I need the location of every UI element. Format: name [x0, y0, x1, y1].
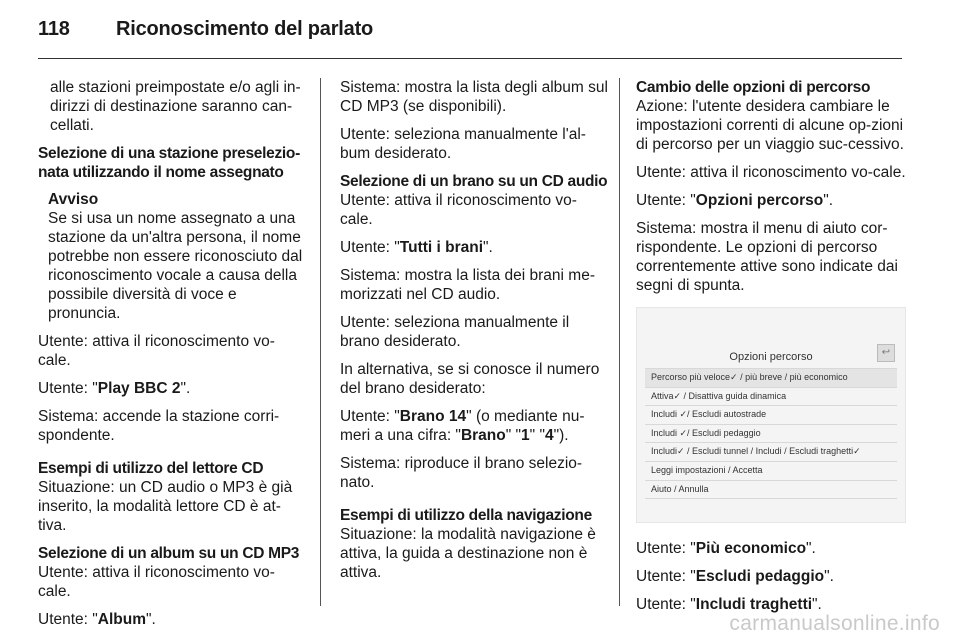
- screen-title: Opzioni percorso: [729, 351, 813, 363]
- note-box: [38, 190, 306, 323]
- paragraph: Utente: "Escludi pedaggio".: [636, 568, 834, 585]
- header-rule: [38, 58, 902, 59]
- section-heading: Esempi di utilizzo del lettore CD: [38, 460, 264, 477]
- paragraph: Sistema: accende la stazione corri-spondente.: [38, 408, 280, 444]
- paragraph: Utente: seleziona manualmente l'al-bum desiderato.: [340, 126, 586, 162]
- paragraph: Sistema: mostra la lista dei brani me-morizzati nel CD audio.: [340, 267, 595, 303]
- voice-command: Più economico: [695, 540, 807, 557]
- paragraph: Utente: attiva il riconoscimento vo-cale.: [38, 333, 275, 369]
- list-item: Includi✓ / Escludi tunnel / Includi / Escludi traghetti✓: [645, 442, 897, 461]
- column-divider-1: [320, 78, 321, 606]
- voice-command: Album: [97, 611, 147, 628]
- voice-command: Escludi pedaggio: [695, 568, 825, 585]
- back-icon: ↩: [877, 344, 895, 362]
- section-heading: Selezione di un album su un CD MP3: [38, 545, 300, 562]
- list-item: Leggi impostazioni / Accetta: [645, 461, 897, 480]
- paragraph: Utente: attiva il riconoscimento vo-cale.: [340, 192, 577, 228]
- paragraph: Utente: "Più economico".: [636, 540, 816, 557]
- note-title: Avviso: [48, 191, 99, 208]
- voice-command: Play BBC 2: [97, 380, 181, 397]
- paragraph: Utente: seleziona manualmente il brano desiderato.: [340, 314, 570, 350]
- paragraph: Sistema: mostra la lista degli album sul CD MP3 (se disponibili).: [340, 79, 608, 115]
- paragraph: Utente: "Brano 14" (o mediante nu-meri a una cifra: "Brano" "1" "4").: [340, 408, 585, 444]
- column-1: [38, 78, 306, 638]
- column-3: [636, 78, 906, 623]
- section-heading: Esempi di utilizzo della navigazione: [340, 507, 592, 524]
- list-item: Attiva✓ / Disattiva guida dinamica: [645, 387, 897, 406]
- list-item: Aiuto / Annulla: [645, 480, 897, 500]
- route-options-screenshot: [636, 307, 906, 523]
- paragraph: Utente: "Tutti i brani".: [340, 239, 493, 256]
- voice-command: Brano: [460, 427, 506, 444]
- page-number: 118: [38, 18, 70, 40]
- paragraph: Utente: "Includi traghetti".: [636, 596, 822, 613]
- paragraph: Sistema: riproduce il brano selezio-nato.: [340, 455, 583, 491]
- paragraph: Utente: "Opzioni percorso".: [636, 192, 834, 209]
- paragraph: Utente: "Album".: [38, 611, 156, 628]
- paragraph: Azione: l'utente desidera cambiare le impostazioni correnti di alcune op-zioni di percorso per un viaggio suc-cessivo.: [636, 98, 904, 153]
- section-heading: Selezione di una stazione preselezio-nata utilizzando il nome assegnato: [38, 145, 300, 181]
- voice-command: Includi traghetti: [695, 596, 813, 613]
- note-text: Se si usa un nome assegnato a una stazione da un'altra persona, il nome potrebbe non essere riconosciuto dal riconoscimento vocale a causa della possibile diversità di voce e pronuncia.: [48, 210, 303, 322]
- list-item: Includi ✓/ Escludi pedaggio: [645, 424, 897, 443]
- paragraph: alle stazioni preimpostate e/o agli in-dirizzi di destinazione saranno can-cellati.: [50, 79, 301, 134]
- column-divider-2: [619, 78, 620, 606]
- paragraph: In alternativa, se si conosce il numero del brano desiderato:: [340, 361, 600, 397]
- section-heading: Cambio delle opzioni di percorso: [636, 79, 871, 96]
- paragraph: Utente: "Play BBC 2".: [38, 380, 191, 397]
- column-2: [340, 78, 608, 591]
- voice-command: Tutti i brani: [399, 239, 484, 256]
- watermark: carmanualsonline.info: [729, 612, 940, 635]
- page-header: [38, 18, 373, 41]
- section-heading: Selezione di un brano su un CD audio: [340, 173, 608, 190]
- voice-command: 1: [521, 427, 530, 444]
- paragraph: Utente: attiva il riconoscimento vo-cale.: [38, 564, 275, 600]
- route-options-list: [645, 368, 897, 499]
- voice-command: Brano 14: [399, 408, 467, 425]
- list-item: Percorso più veloce✓ / più breve / più economico: [645, 368, 897, 387]
- paragraph: Situazione: un CD audio o MP3 è già inserito, la modalità lettore CD è at-tiva.: [38, 479, 293, 534]
- voice-command: Opzioni percorso: [695, 192, 824, 209]
- paragraph: Sistema: mostra il menu di aiuto cor-rispondente. Le opzioni di percorso correntemente attive sono indicate dai segni di spunta.: [636, 220, 898, 294]
- list-item: Includi ✓/ Escludi autostrade: [645, 405, 897, 424]
- paragraph: Situazione: la modalità navigazione è attiva, la guida a destinazione non è attiva.: [340, 526, 596, 581]
- page-title: Riconoscimento del parlato: [116, 18, 374, 40]
- paragraph: Utente: attiva il riconoscimento vo-cale.: [636, 164, 906, 181]
- voice-command: 4: [544, 427, 554, 444]
